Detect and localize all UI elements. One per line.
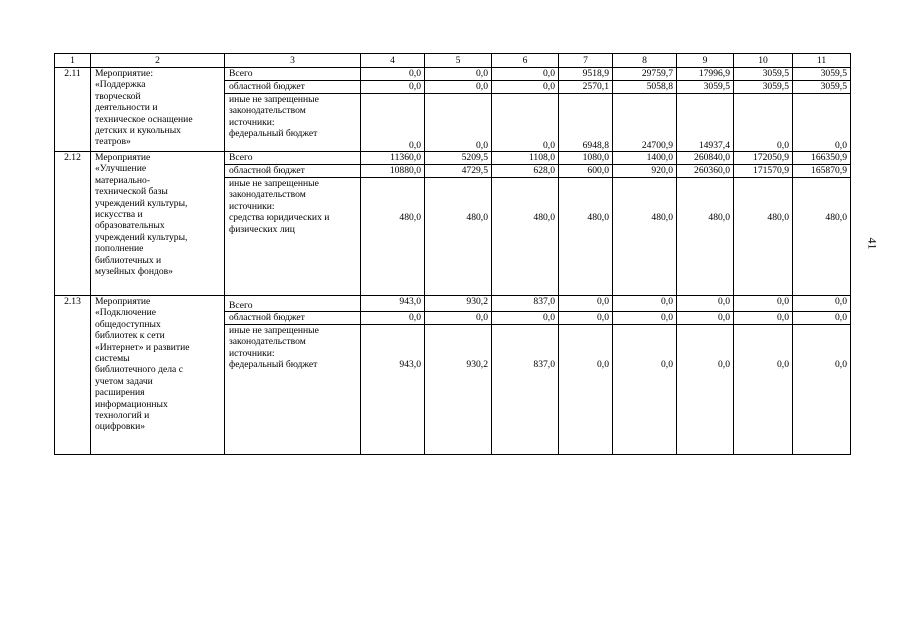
value-cell: 0,0 xyxy=(425,312,492,325)
funding-source: Всего xyxy=(225,296,361,312)
value-cell: 3059,5 xyxy=(734,81,793,94)
value-cell: 943,0 xyxy=(361,325,425,455)
funding-source: иные не запрещенные законодательством источники: федеральный бюджет xyxy=(225,94,361,152)
value-cell: 260360,0 xyxy=(677,165,734,178)
measure-name: Мероприятие: «Поддержка творческой деятельности и техническое оснащение детских и кукольных театров» xyxy=(91,68,225,152)
value-cell: 0,0 xyxy=(492,94,559,152)
value-cell: 480,0 xyxy=(793,178,851,296)
value-cell: 0,0 xyxy=(361,68,425,81)
value-cell: 480,0 xyxy=(677,178,734,296)
column-header: 11 xyxy=(793,54,851,68)
value-cell: 10880,0 xyxy=(361,165,425,178)
value-cell: 3059,5 xyxy=(793,68,851,81)
value-cell: 165870,9 xyxy=(793,165,851,178)
value-cell: 0,0 xyxy=(425,81,492,94)
value-cell: 1400,0 xyxy=(613,152,677,165)
value-cell: 0,0 xyxy=(613,312,677,325)
value-cell: 837,0 xyxy=(492,296,559,312)
value-cell: 0,0 xyxy=(559,296,613,312)
value-cell: 480,0 xyxy=(492,178,559,296)
value-cell: 17996,9 xyxy=(677,68,734,81)
value-cell: 0,0 xyxy=(361,81,425,94)
column-header: 4 xyxy=(361,54,425,68)
value-cell: 0,0 xyxy=(677,325,734,455)
value-cell: 0,0 xyxy=(677,312,734,325)
value-cell: 0,0 xyxy=(793,296,851,312)
value-cell: 3059,5 xyxy=(677,81,734,94)
value-cell: 0,0 xyxy=(361,312,425,325)
value-cell: 171570,9 xyxy=(734,165,793,178)
value-cell: 0,0 xyxy=(613,296,677,312)
value-cell: 837,0 xyxy=(492,325,559,455)
value-cell: 24700,9 xyxy=(613,94,677,152)
measure-name: Мероприятие «Улучшение материально- технической базы учреждений культуры, искусства и образовательных учреждений культуры, пополнение библиотечных и музейных фондов» xyxy=(91,152,225,296)
value-cell: 480,0 xyxy=(734,178,793,296)
table-row xyxy=(55,296,851,312)
value-cell: 930,2 xyxy=(425,296,492,312)
column-header: 10 xyxy=(734,54,793,68)
column-header: 6 xyxy=(492,54,559,68)
value-cell: 3059,5 xyxy=(734,68,793,81)
row-code: 2.12 xyxy=(55,152,91,296)
value-cell: 0,0 xyxy=(559,312,613,325)
page-number: 41 xyxy=(865,237,880,250)
column-header: 8 xyxy=(613,54,677,68)
column-header: 5 xyxy=(425,54,492,68)
value-cell: 5058,8 xyxy=(613,81,677,94)
row-code: 2.11 xyxy=(55,68,91,152)
value-cell: 260840,0 xyxy=(677,152,734,165)
budget-table xyxy=(54,53,851,455)
value-cell: 0,0 xyxy=(677,296,734,312)
funding-source: иные не запрещенные законодательством источники: федеральный бюджет xyxy=(225,325,361,455)
value-cell: 600,0 xyxy=(559,165,613,178)
funding-source: областной бюджет xyxy=(225,165,361,178)
column-header: 1 xyxy=(55,54,91,68)
header-row xyxy=(55,54,851,68)
value-cell: 0,0 xyxy=(793,312,851,325)
value-cell: 0,0 xyxy=(559,325,613,455)
value-cell: 1080,0 xyxy=(559,152,613,165)
value-cell: 14937,4 xyxy=(677,94,734,152)
funding-source: иные не запрещенные законодательством источники: средства юридических и физических лиц xyxy=(225,178,361,296)
row-code: 2.13 xyxy=(55,296,91,455)
value-cell: 920,0 xyxy=(613,165,677,178)
value-cell: 0,0 xyxy=(425,68,492,81)
table-row xyxy=(55,68,851,81)
column-header: 7 xyxy=(559,54,613,68)
funding-source: областной бюджет xyxy=(225,81,361,94)
column-header: 2 xyxy=(91,54,225,68)
column-header: 3 xyxy=(225,54,361,68)
value-cell: 628,0 xyxy=(492,165,559,178)
value-cell: 11360,0 xyxy=(361,152,425,165)
value-cell: 480,0 xyxy=(613,178,677,296)
funding-source: областной бюджет xyxy=(225,312,361,325)
value-cell: 943,0 xyxy=(361,296,425,312)
value-cell: 166350,9 xyxy=(793,152,851,165)
value-cell: 6948,8 xyxy=(559,94,613,152)
measure-name: Мероприятие «Подключение общедоступных библиотек к сети «Интернет» и развитие системы библиотечного дела с учетом задачи расширения информационных технологий и оцифровки» xyxy=(91,296,225,455)
funding-source: Всего xyxy=(225,152,361,165)
value-cell: 0,0 xyxy=(734,312,793,325)
value-cell: 0,0 xyxy=(734,296,793,312)
value-cell: 0,0 xyxy=(613,325,677,455)
value-cell: 172050,9 xyxy=(734,152,793,165)
value-cell: 0,0 xyxy=(734,94,793,152)
column-header: 9 xyxy=(677,54,734,68)
value-cell: 4729,5 xyxy=(425,165,492,178)
value-cell: 0,0 xyxy=(425,94,492,152)
value-cell: 2570,1 xyxy=(559,81,613,94)
value-cell: 480,0 xyxy=(559,178,613,296)
value-cell: 0,0 xyxy=(492,81,559,94)
value-cell: 0,0 xyxy=(793,325,851,455)
value-cell: 1108,0 xyxy=(492,152,559,165)
value-cell: 0,0 xyxy=(492,68,559,81)
value-cell: 480,0 xyxy=(361,178,425,296)
value-cell: 0,0 xyxy=(793,94,851,152)
value-cell: 0,0 xyxy=(492,312,559,325)
value-cell: 3059,5 xyxy=(793,81,851,94)
value-cell: 0,0 xyxy=(734,325,793,455)
value-cell: 480,0 xyxy=(425,178,492,296)
value-cell: 930,2 xyxy=(425,325,492,455)
funding-source: Всего xyxy=(225,68,361,81)
value-cell: 9518,9 xyxy=(559,68,613,81)
value-cell: 0,0 xyxy=(361,94,425,152)
value-cell: 5209,5 xyxy=(425,152,492,165)
value-cell: 29759,7 xyxy=(613,68,677,81)
table-row xyxy=(55,152,851,165)
